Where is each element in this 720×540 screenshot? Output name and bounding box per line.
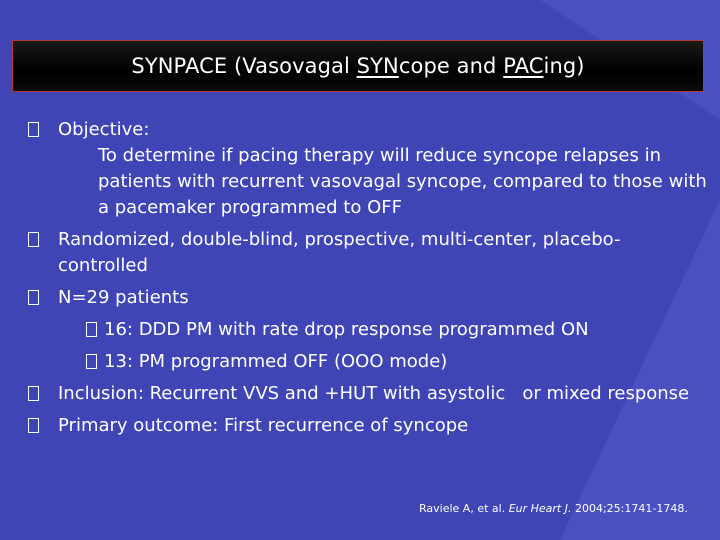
- bullet-box-icon: [28, 290, 39, 305]
- bullet-box-icon: [28, 232, 39, 247]
- bullet-label: Randomized, double-blind, prospective, multi-center, placebo-controlled: [58, 229, 621, 276]
- citation: [419, 502, 688, 515]
- title-part: SYNPACE (Vasovagal: [131, 54, 357, 78]
- objective-detail: [58, 143, 708, 221]
- bullet-item-inclusion: [28, 381, 708, 407]
- citation-details: 2004;25:1741-1748.: [571, 502, 688, 515]
- sub-bullet-label: 13: PM programmed OFF (OOO mode): [104, 351, 448, 372]
- bullet-item-design: [28, 227, 708, 279]
- bullet-label: Objective:: [58, 119, 150, 140]
- bullet-box-icon: [28, 122, 39, 137]
- bullet-label: N=29 patients: [58, 287, 189, 308]
- sub-bullet-box-icon: [86, 354, 97, 369]
- sub-bullet-item: [28, 317, 708, 343]
- title-bar: [12, 40, 704, 92]
- bullet-box-icon: [28, 386, 39, 401]
- bullet-box-icon: [28, 418, 39, 433]
- citation-authors: Raviele A, et al.: [419, 502, 509, 515]
- sub-bullet-label: 16: DDD PM with rate drop response programmed ON: [104, 319, 589, 340]
- bullet-label: Inclusion: Recurrent VVS and +HUT with asystolic or mixed response: [58, 383, 690, 404]
- bullet-label: Primary outcome: First recurrence of syncope: [58, 415, 469, 436]
- title-part-underlined: SYN: [356, 54, 399, 78]
- sub-bullet-item: [28, 349, 708, 375]
- bullet-list: [28, 117, 708, 445]
- bullet-item-patients: [28, 285, 708, 311]
- objective-text: To determine if pacing therapy will reduce syncope relapses in patients with recurrent vasovagal syncope, compared to those with a pacemaker programmed to OFF: [98, 145, 707, 218]
- citation-journal: Eur Heart J.: [508, 502, 572, 515]
- title-part: ing): [543, 54, 585, 78]
- bullet-item-outcome: [28, 413, 708, 439]
- title-part-underlined: PAC: [503, 54, 544, 78]
- title-part: cope and: [398, 54, 504, 78]
- slide-title: [131, 54, 584, 78]
- sub-bullet-box-icon: [86, 322, 97, 337]
- bullet-item-objective: [28, 117, 708, 221]
